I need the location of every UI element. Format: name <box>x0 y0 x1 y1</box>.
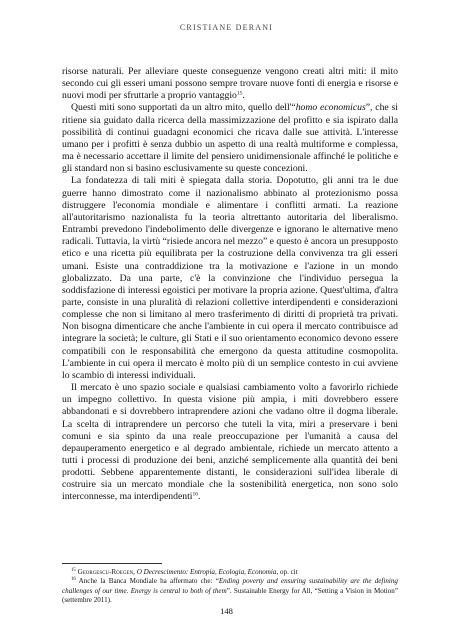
footnote-ref-15[interactable]: 15 <box>236 90 243 97</box>
paragraph-1-end: . <box>242 90 245 102</box>
footnote-16-text-before: Anche la Banca Mondiale ha affermato che: “ <box>75 577 219 586</box>
paragraph-4-end: . <box>197 491 201 503</box>
paragraph-4-text: Il mercato è uno spazio sociale e qualsiasi cambiamento volto a favorirlo richiede un impegno collettivo. In questa visione più ampia, i miti dovrebbero essere abbandonati e si dovrebbero intraprendere azioni che vadano oltre il dogma liberale. La scelta di intraprendere un percorso che tuteli la vita, miri a preservare i beni comuni e sia spinto da una reale preoccupazione per l'umanità a causa del depauperamento energetico e al degrado ambientale, richiede un mercato attento a tutti i processi di produzione dei beni, anziché semplicemente alla quantità dei beni prodotti. Sebbene apparentemente distanti, le considerazioni sull'idea liberale di costruire sia un mercato mondiale che la sostenibilità energetica, non sono solo interconnesse, ma interdipendenti <box>62 382 398 503</box>
footnotes <box>62 568 398 606</box>
paragraph-3: La fondatezza di tali miti è spiegata dalla storia. Dopotutto, gli anni tra le due guerre hanno dimostrato come il nazionalismo abbinato al protezionismo possa distruggere l'economia mondiale e alimentare i conflitti armati. La reazione all'autoritarismo nazionalista fu la teoria altrettanto autoritaria del liberalismo. Entrambi prevedono l'indebolimento delle divergenze e ignorano le alternative meno radicali. Tuttavia, la virtù “risiede ancora nel mezzo” e questo è ancora un presupposto etico e una ricetta più equilibrata per la costruzione della convivenza tra gli esseri umani. Esiste una contraddizione tra la motivazione e l'azione in un mondo globalizzato. Da una parte, c'è la convinzione che l'individuo persegua la soddisfazione di interessi egoistici per motivare la propria azione. Quest'ultima, d'altra parte, consiste in una pluralità di relazioni collettive interdipendenti e considerazioni complesse che non si limitano al mero trasferimento di diritti di proprietà tra privati. Non bisogna dimenticare che anche l'ambiente in cui opera il mercato contribuisce ad integrare la società; le culture, gli Stati e il suo orientamento economico devono essere compatibili con le responsabilità che emergono da questa attitudine cosmopolita. L'ambiente in cui opera il mercato è molto più di un semplice contesto in cui avviene lo scambio di interessi individuali. <box>62 175 398 381</box>
paragraph-1-text: risorse naturali. Per alleviare queste conseguenze vengono creati altri miti: il mito secondo cui gli esseri umani possono sempre trovare nuove fonti di energia e risorse e nuovi modi per sfruttarle a proprio vantaggio <box>62 66 398 102</box>
paragraph-4 <box>62 382 398 504</box>
footnote-16-number: 16 <box>71 577 76 583</box>
running-head: CRISTIANE DERANI <box>179 23 274 32</box>
footnote-16 <box>62 577 398 605</box>
footnote-15-number: 15 <box>71 568 76 573</box>
paragraph-2-italic-term: homo economicus <box>295 102 366 114</box>
footnote-15-title: O Decrescimento: Entropia, Ecologia, Economia <box>136 568 277 576</box>
footnote-15-comma: , <box>133 568 137 576</box>
footnote-15-rest: , op. cit <box>276 568 298 576</box>
paragraph-2 <box>62 102 398 175</box>
paragraph-2-text-before: Questi miti sono supportati da un altro mito, quello dell'“ <box>71 102 296 114</box>
page-number: 148 <box>220 606 233 616</box>
paragraph-1 <box>62 66 398 102</box>
footnote-ref-16[interactable]: 16 <box>192 491 198 498</box>
footnote-16-text-after: ”. Sustainable Energy for All, “Setting a Vision in Motion” (settembre 2011). <box>62 586 398 605</box>
footnote-separator <box>62 563 162 564</box>
footnote-15-author: Georgescu-Roegen <box>77 568 134 576</box>
footnote-16-quote: Ending poverty and ensuring sustainability are the defining challenges of our time. Energy is central to both of them <box>62 577 398 595</box>
paragraph-2-text-after: ”, che si ritiene sia guidato dalla ricerca della massimizzazione del profitto e sia ispirato dalla possibilità di continui guadagni economici che ricava dalle sue attività. L'interesse umano per i profitti è senza dubbio un aspetto di una realtà multiforme e complessa, ma è necessario accettare il limite del pensiero unidimensionale affinché le politiche e gli standard non si basino esclusivamente su queste concezioni. <box>62 102 398 175</box>
body-text <box>62 66 398 504</box>
footnote-15 <box>62 568 398 577</box>
